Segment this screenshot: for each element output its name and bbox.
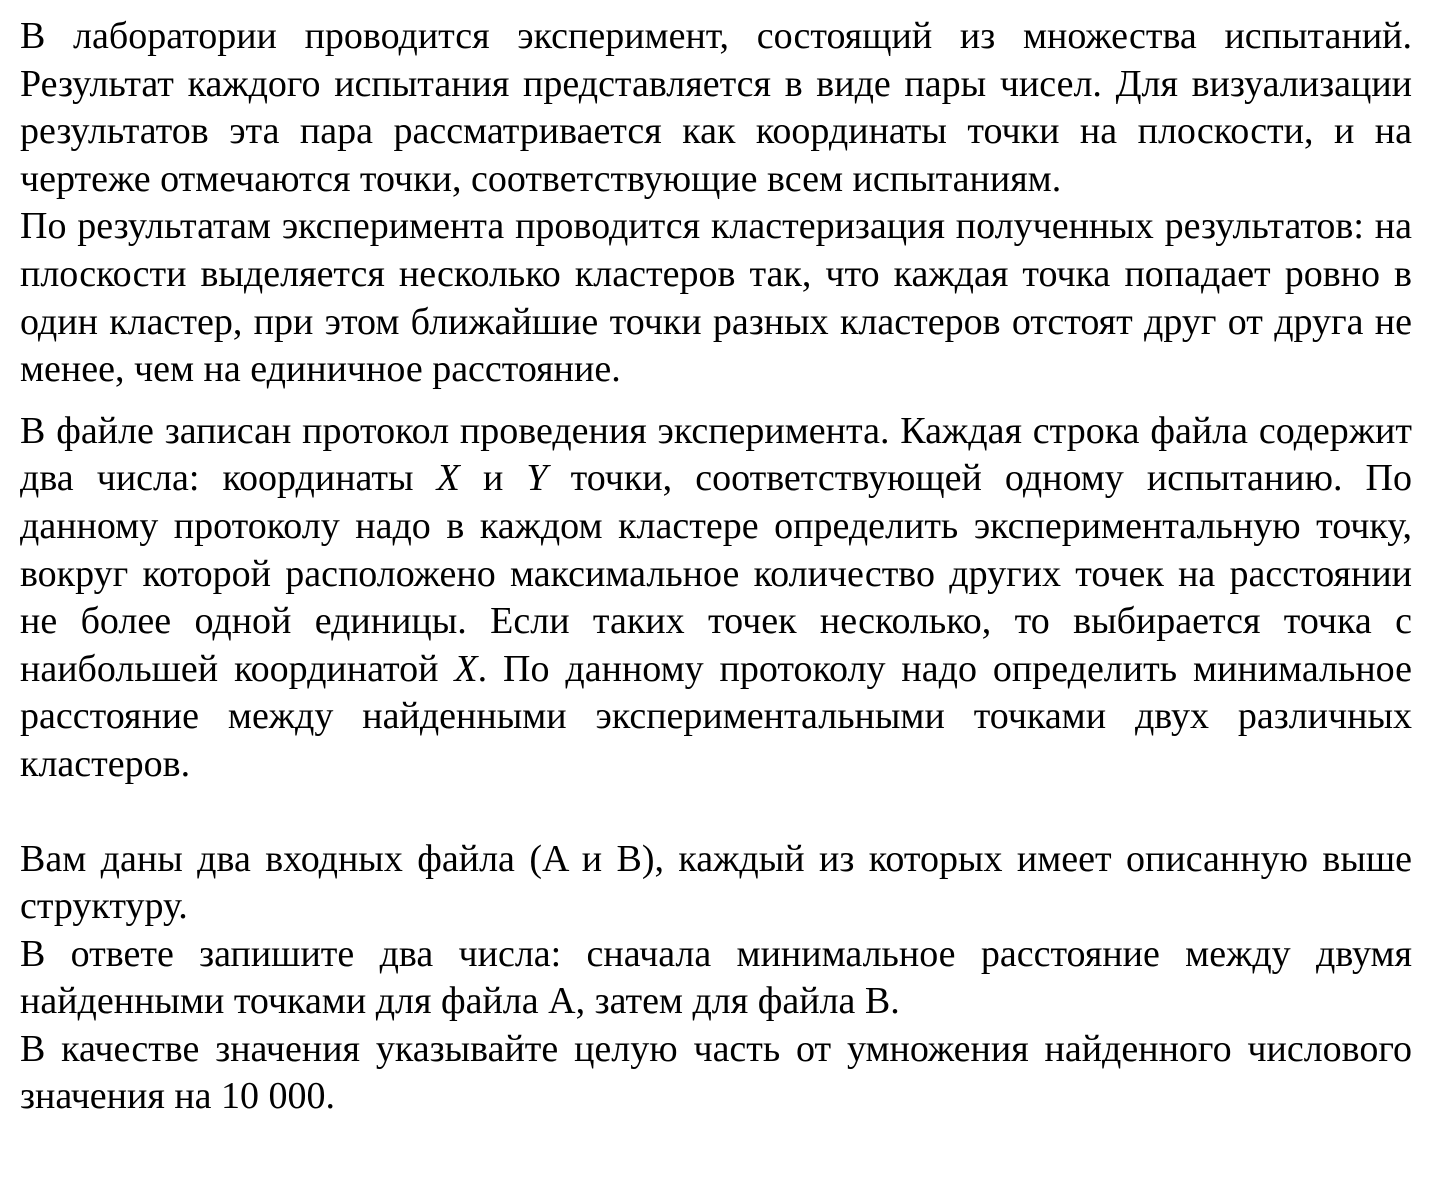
paragraph-experiment-intro [20,13,1412,203]
text-segment: В качестве значения указывайте целую часть от умножения найденного числового значения на 10 000. [20,1027,1412,1118]
text-segment: Вам даны два входных файла (A и B), каждый из которых имеет описанную выше структуру. [20,837,1412,928]
task-document [20,13,1412,1121]
text-segment: По результатам эксперимента проводится кластеризация полученных результатов: на плоскости выделяется несколько кластеров так, что каждая точка попадает ровно в один кластер, при этом ближайшие точки разных кластеров отстоят друг от друга не менее, чем на единичное расстояние. [20,205,1412,391]
paragraph-input-files [20,836,1412,931]
text-segment: В ответе запишите два числа: сначала минимальное расстояние между двумя найденными точками для файла A, затем для файла B. [20,932,1412,1023]
text-segment: В лаборатории проводится эксперимент, состоящий из множества испытаний. Результат каждого испытания представляется в виде пары чисел. Для визуализации результатов эта пара рассматривается как координаты точки на плоскости, и на чертеже отмечаются точки, соответствующие всем испытаниям. [20,15,1412,200]
italic-variable: Y [526,457,548,500]
paragraph-clustering [20,203,1412,393]
text-segment: и [459,457,527,500]
text-segment: В файле записан протокол проведения эксперимента. Каждая строка файла содержит два числа: координаты [20,409,1412,500]
italic-variable: X [436,457,460,500]
text-segment: . По данному протоколу надо определить минимальное расстояние между найденными экспериментальными точками двух различных кластеров. [20,647,1412,785]
paragraph-answer-format [20,931,1412,1026]
text-segment: точки, соответствующей одному испытанию. По данному протоколу надо в каждом кластере определить экспериментальную точку, вокруг которой расположено максимальное количество других точек на расстоянии не более одной единицы. Если таких точек несколько, то выбирается точка с наибольшей координатой [20,457,1412,690]
paragraph-value-rule [20,1026,1412,1121]
italic-variable: X [454,647,478,690]
paragraph-protocol [20,408,1412,789]
